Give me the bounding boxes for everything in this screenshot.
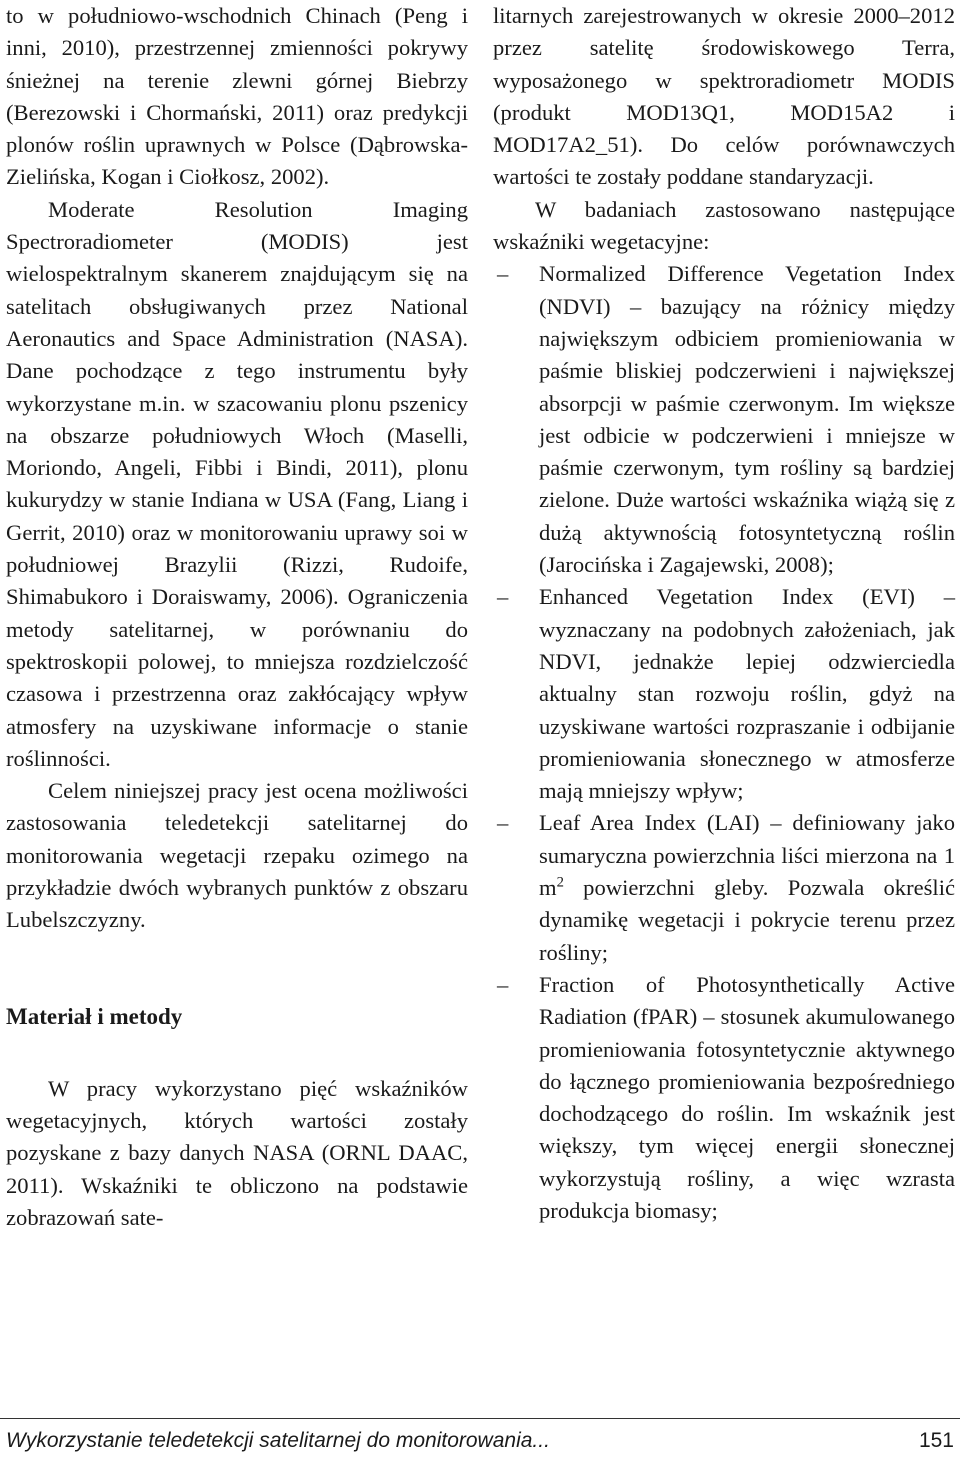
- page-footer: [6, 1426, 954, 1456]
- list-item-text: Normalized Difference Vegetation Index (NDVI) – bazujący na różnicy między największym odbiciem promieniowania w paśmie bliskiej podczerwieni i największej absorpcji w paśmie czerwonym. Im większe jest odbicie w podczerwieni i mniejsze w paśmie czerwonym, tym rośliny są bardziej zielone. Duże wartości wskaźnika wiążą się z dużą aktywnością fotosyntetyczną roślin (Jarocińska i Zagajewski, 2008);: [539, 261, 955, 578]
- page-number: 151: [918, 1429, 954, 1452]
- running-title: Wykorzystanie teledetekcji satelitarnej do monitorowania...: [6, 1429, 550, 1452]
- dash-bullet-icon: –: [497, 971, 509, 997]
- body-paragraph: Moderate Resolution Imaging Spectroradiometer (MODIS) jest wielospektralnym skanerem znajdującym się na satelitach obsługiwanych przez National Aeronautics and Space Administration (NASA). Dane pochodzące z tego instrumentu były wykorzystane m.in. w szacowaniu plonu pszenicy na obszarze południowych Włoch (Maselli, Moriondo, Angeli, Fibbi i Bindi, 2011), plonu kukurydzy w stanie Indiana w USA (Fang, Liang i Gerrit, 2010) oraz w monitorowaniu uprawy soi w południowej Brazylii (Rizzi, Rudoife, Shimabukoro i Doraiswamy, 2006). Ograniczenia metody satelitarnej, w porównaniu do spektroskopii polowej, to mniejsza rozdzielczość czasowa i przestrzenna oraz zakłócający wpływ atmosfery na uzyskiwane informacje o stanie roślinności.: [6, 196, 468, 771]
- index-list: [493, 258, 955, 1227]
- dash-bullet-icon: –: [497, 261, 509, 287]
- dash-bullet-icon: –: [497, 584, 509, 610]
- list-item: [493, 581, 955, 807]
- list-item-text-continued: powierzchni gleby. Pozwala określić dynamikę wegetacji i pokrycie terenu przez rośliny;: [539, 875, 955, 965]
- list-item: [493, 258, 955, 581]
- left-column: [6, 0, 468, 1234]
- section-heading: Materiał i metody: [6, 1003, 183, 1029]
- body-paragraph: W pracy wykorzystano pięć wskaźników wegetacyjnych, których wartości zostały pozyskane z bazy danych NASA (ORNL DAAC, 2011). Wskaźniki te obliczono na podstawie zobrazowań sate-: [6, 1075, 468, 1230]
- superscript: 2: [556, 874, 564, 891]
- body-paragraph: W badaniach zastosowano następujące wskaźniki wegetacyjne:: [493, 196, 955, 255]
- right-column: [493, 0, 955, 1227]
- body-paragraph: Celem niniejszej pracy jest ocena możliwości zastosowania teledetekcji satelitarnej do monitorowania wegetacji rzepaku ozimego na przykładzie dwóch wybranych punktów z obszaru Lubelszczyzny.: [6, 778, 468, 933]
- list-item-text: Leaf Area Index (LAI) – definiowany jako sumaryczna powierzchnia liści mierzona na 1 m: [539, 810, 955, 901]
- body-paragraph: to w południowo-wschodnich Chinach (Peng i inni, 2010), przestrzennej zmienności pokrywy śnieżnej na terenie zlewni górnej Biebrzy (Berezowski i Chormański, 2011) oraz predykcji plonów roślin uprawnych w Polsce (Dąbrowska-Zielińska, Kogan i Ciołkosz, 2002).: [6, 3, 468, 190]
- list-item-text: Fraction of Photosynthetically Active Radiation (fPAR) – stosunek akumulowanego promieniowania fotosyntetycznie aktywnego do łącznego promieniowania bezpośredniego dochodzącego do roślin. Im wskaźnik jest większy, tym więcej energii słonecznej wykorzystują rośliny, a więc wzrasta produkcja biomasy;: [539, 971, 955, 1223]
- dash-bullet-icon: –: [497, 810, 509, 836]
- body-paragraph: litarnych zarejestrowanych w okresie 2000–2012 przez satelitę środowiskowego Terra, wyposażonego w spektroradiometr MODIS (produkt MOD13Q1, MOD15A2 i MOD17A2_51). Do celów porównawczych wartości te zostały poddane standaryzacji.: [493, 3, 955, 190]
- list-item: [493, 969, 955, 1227]
- list-item-text: Enhanced Vegetation Index (EVI) – wyznaczany na podobnych założeniach, jak NDVI, jednakże lepiej odzwierciedla aktualny stan rozwoju roślin, gdyż na uzyskiwane wartości rozpraszanie i odbijanie promieniowania słonecznego w atmosferze mają mniejszy wpływ;: [539, 584, 955, 804]
- footer-divider: [0, 1418, 960, 1419]
- list-item: [493, 807, 955, 968]
